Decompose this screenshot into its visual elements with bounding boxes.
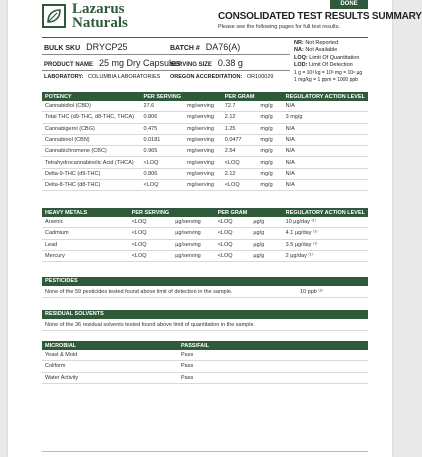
legend-nr-text: Not Reported (305, 40, 339, 46)
table-cell: 2.54 (222, 146, 258, 157)
table-cell: <LOQ (129, 239, 173, 250)
table-cell: Total THC (d9-THC, d8-THC, THCA) (42, 112, 141, 123)
table-cell: mg/serving (184, 134, 222, 145)
table-row (42, 101, 368, 112)
table-cell: Lead (42, 239, 129, 250)
table-cell: 3 mg/g (283, 112, 368, 123)
table-cell: 4.1 µg/day ⁽¹⁾ (283, 228, 368, 239)
table-cell: 0.475 (141, 123, 185, 134)
batch-label: BATCH # (170, 45, 200, 52)
table-row (42, 168, 368, 179)
table-row (42, 361, 368, 372)
bulk-sku (44, 42, 127, 52)
table-cell: 2.12 (222, 112, 258, 123)
table-cell: <LOQ (215, 228, 251, 239)
table-cell: N/A (283, 101, 368, 112)
table-cell: Arsenic (42, 217, 129, 228)
col-header: PER SERVING (141, 92, 185, 101)
table-row (42, 134, 368, 145)
table-row (42, 123, 368, 134)
col-header: PER SERVING (129, 208, 173, 217)
table-cell: <LOQ (129, 228, 173, 239)
serving-value: 0.38 g (217, 58, 243, 68)
table-cell: mg/g (257, 146, 282, 157)
table-cell: N/A (283, 157, 368, 168)
legend-nr: NR: (294, 40, 304, 46)
col-header: POTENCY (42, 92, 141, 101)
col-header: PER GRAM (222, 92, 258, 101)
table-cell: Cannabigerol (CBG) (42, 123, 141, 134)
col-header: PER GRAM (215, 208, 251, 217)
table-cell: <LOQ (141, 180, 185, 191)
table-cell: N/A (283, 123, 368, 134)
lab-value: COLUMBIA LABORATORIES (88, 74, 161, 80)
table-cell: 2.12 (222, 168, 258, 179)
table-cell: 72.7 (222, 101, 258, 112)
table-cell: Pass (178, 361, 368, 372)
col-header: HEAVY METALS (42, 208, 129, 217)
bulk-sku-label: BULK SKU (44, 45, 81, 52)
table-cell: <LOQ (215, 217, 251, 228)
table-cell: µg/g (250, 239, 282, 250)
product-name (44, 58, 181, 68)
table-cell: mg/g (257, 157, 282, 168)
table-cell: mg/g (257, 123, 282, 134)
col-header (172, 208, 215, 217)
potency-header-row (42, 92, 368, 101)
table-row (42, 180, 368, 191)
potency-table (42, 92, 368, 191)
batch (170, 42, 240, 52)
product-label: PRODUCT NAME (44, 62, 93, 68)
table-row (42, 157, 368, 168)
col-header: REGULATORY ACTION LEVEL (283, 208, 368, 217)
table-cell: Water Activity (42, 372, 178, 383)
table-cell: Yeast & Mold (42, 350, 178, 361)
col-header (184, 92, 222, 101)
table-row (42, 146, 368, 157)
table-cell: <LOQ (222, 180, 258, 191)
pesticides-level: 10 ppb ⁽²⁾ (300, 289, 323, 295)
table-cell: Pass (178, 372, 368, 383)
table-row (42, 239, 368, 250)
batch-value: DA76(A) (205, 42, 241, 52)
table-cell: 0.806 (141, 112, 185, 123)
solvents-row (42, 320, 368, 331)
table-cell: 0.0181 (141, 134, 185, 145)
table-cell: mg/g (257, 168, 282, 179)
potency-rows (42, 101, 368, 191)
table-cell: 27.6 (141, 101, 185, 112)
table-cell: 1.25 (222, 123, 258, 134)
info-divider (42, 70, 290, 71)
metals-rows (42, 217, 368, 262)
table-cell: <LOQ (129, 250, 173, 261)
table-cell: mg/serving (184, 101, 222, 112)
table-row (42, 228, 368, 239)
table-cell: <LOQ (222, 157, 258, 168)
table-cell: µg/g (250, 228, 282, 239)
table-cell: 0.806 (141, 168, 185, 179)
table-cell: N/A (283, 134, 368, 145)
microbial-table (42, 341, 368, 384)
serving-label: SERVING SIZE (170, 62, 212, 68)
table-cell: µg/serving (172, 250, 215, 261)
leaf-icon (42, 4, 66, 28)
legend-loq-text: Limit Of Quantitation (309, 55, 360, 61)
microbial-header-row (42, 341, 368, 350)
table-cell: 0.0477 (222, 134, 258, 145)
table-cell: Mercury (42, 250, 129, 261)
table-cell: mg/serving (184, 168, 222, 179)
solvents-header: RESIDUAL SOLVENTS (42, 310, 368, 319)
table-cell: 0.965 (141, 146, 185, 157)
brand-logo (42, 3, 152, 35)
table-row (42, 372, 368, 383)
abbreviation-legend (294, 40, 370, 83)
table-cell: Cadmium (42, 228, 129, 239)
table-row (42, 112, 368, 123)
table-cell: <LOQ (141, 157, 185, 168)
table-cell: Delta-9-THC (d9-THC) (42, 168, 141, 179)
footer-divider (42, 451, 368, 452)
table-cell: µg/g (250, 250, 282, 261)
legend-na: NA: (294, 46, 304, 53)
report-subtitle: Please see the following pages for full test results. (218, 24, 340, 30)
legend-na-text: Not Available (305, 46, 338, 53)
heavy-metals-table (42, 208, 368, 262)
table-cell: µg/serving (172, 228, 215, 239)
microbial-rows (42, 350, 368, 383)
table-cell: µg/g (250, 217, 282, 228)
table-cell: <LOQ (215, 250, 251, 261)
product-info (42, 38, 368, 88)
table-cell: µg/serving (172, 239, 215, 250)
document-page (8, 0, 422, 457)
accred-label: OREGON ACCREDITATION: (170, 74, 243, 80)
serving-size (170, 58, 243, 68)
col-header: PASS/FAIL (178, 341, 368, 350)
info-divider (42, 54, 290, 55)
product-value: 25 mg Dry Capsules (98, 58, 181, 68)
accred-value: OR100029 (246, 74, 274, 80)
metals-header-row (42, 208, 368, 217)
table-cell: mg/serving (184, 180, 222, 191)
table-cell: 10 µg/day ⁽¹⁾ (283, 217, 368, 228)
table-cell: 3.5 µg/day ⁽¹⁾ (283, 239, 368, 250)
table-cell: mg/g (257, 101, 282, 112)
table-row (42, 250, 368, 261)
table-cell: µg/serving (172, 217, 215, 228)
brand-line-1: Lazarus (72, 1, 125, 17)
col-header: REGULATORY ACTION LEVEL (283, 92, 368, 101)
col-header: MICROBIAL (42, 341, 178, 350)
col-header (257, 92, 282, 101)
table-cell: N/A (283, 168, 368, 179)
table-cell: Cannabichromene (CBC) (42, 146, 141, 157)
table-cell: Cannabidiol (CBD) (42, 101, 141, 112)
report-title: CONSOLIDATED TEST RESULTS SUMMARY (218, 11, 422, 22)
table-cell: mg/g (257, 134, 282, 145)
table-row (42, 217, 368, 228)
lab-label: LABORATORY: (44, 74, 84, 80)
table-cell: Tetrahydrocannabinolic Acid (THCA) (42, 157, 141, 168)
accreditation (170, 74, 273, 80)
brand-line-2: Naturals (72, 15, 128, 31)
pesticides-header: PESTICIDES (42, 277, 368, 286)
table-cell: <LOQ (129, 217, 173, 228)
table-cell: N/A (283, 146, 368, 157)
table-cell: <LOQ (215, 239, 251, 250)
table-cell: Pass (178, 350, 368, 361)
legend-conversion-1: 1 g = 10³ kg = 10³ mg = 10⁶ µg (294, 70, 363, 76)
table-cell: mg/serving (184, 112, 222, 123)
table-cell: mg/serving (184, 157, 222, 168)
table-cell: mg/serving (184, 146, 222, 157)
pesticides-text: None of the 59 pesticides tested found above limit of detection in the sample. (45, 289, 233, 295)
col-header (250, 208, 282, 217)
bulk-sku-value: DRYCP25 (86, 42, 128, 52)
table-cell: 2 µg/day ⁽¹⁾ (283, 250, 368, 261)
table-cell: Coliform (42, 361, 178, 372)
legend-lod-text: Limit Of Detection (308, 61, 353, 68)
table-cell: mg/g (257, 180, 282, 191)
table-cell: Delta-8-THC (d8-THC) (42, 180, 141, 191)
laboratory (44, 74, 160, 80)
table-cell: mg/serving (184, 123, 222, 134)
table-cell: Cannabinol (CBN) (42, 134, 141, 145)
table-cell: mg/g (257, 112, 282, 123)
table-cell: N/A (283, 180, 368, 191)
solvents-text: None of the 36 residual solvents tested found above limit of quantitation in the sample. (45, 322, 256, 328)
legend-loq: LOQ: (294, 55, 308, 61)
legend-conversion-2: 1 mg/kg = 1 ppm = 1000 ppb (294, 76, 358, 83)
table-row (42, 350, 368, 361)
legend-lod: LOD: (294, 61, 308, 68)
brand-name (72, 2, 128, 30)
status-badge: DONE (330, 0, 368, 9)
pesticides-row (42, 287, 368, 298)
